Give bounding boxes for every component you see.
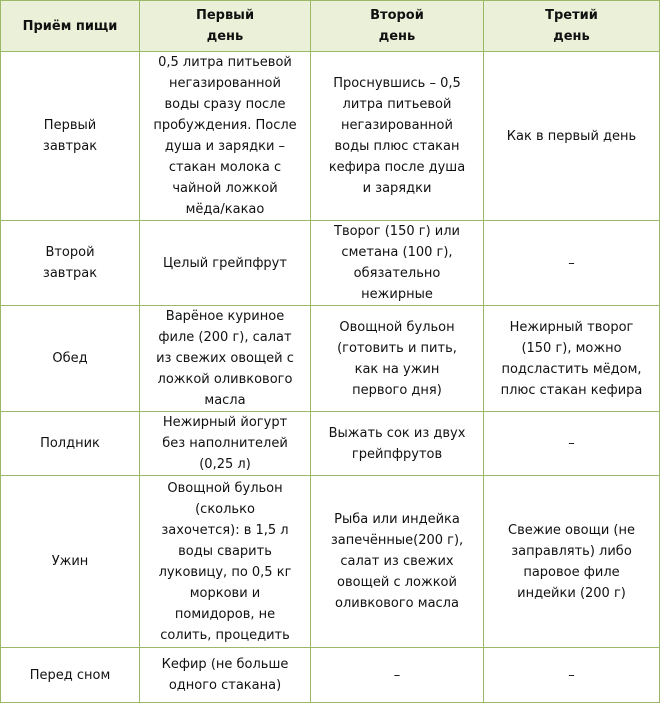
table-header xyxy=(1,1,660,52)
day1-cell: Варёное куриное филе (200 г), салат из свежих овощей с ложкой оливкового масла xyxy=(140,306,311,412)
day3-cell: Как в первый день xyxy=(484,52,660,221)
meal-cell: Второй завтрак xyxy=(1,221,140,306)
day2-cell: Проснувшись – 0,5 литра питьевой негазированной воды плюс стакан кефира после душа и зарядки xyxy=(311,52,484,221)
day1-cell: 0,5 литра питьевой негазированной воды сразу после пробуждения. После душа и зарядки – стакан молока с чайной ложкой мёда/какао xyxy=(140,52,311,221)
table-row xyxy=(1,306,660,412)
day3-cell: – xyxy=(484,221,660,306)
header-day1: Первый день xyxy=(140,1,311,52)
meal-cell: Обед xyxy=(1,306,140,412)
header-day2: Второй день xyxy=(311,1,484,52)
day2-cell: Овощной бульон (готовить и пить, как на ужин первого дня) xyxy=(311,306,484,412)
day1-cell: Кефир (не больше одного стакана) xyxy=(140,648,311,703)
day3-cell: – xyxy=(484,412,660,476)
table-row xyxy=(1,648,660,703)
day1-cell: Овощной бульон (сколько захочется): в 1,5 л воды сварить луковицу, по 0,5 кг моркови и помидоров, не солить, процедить xyxy=(140,476,311,648)
table-row xyxy=(1,52,660,221)
header-row xyxy=(1,1,660,52)
header-day3: Третий день xyxy=(484,1,660,52)
day3-cell: Свежие овощи (не заправлять) либо паровое филе индейки (200 г) xyxy=(484,476,660,648)
day2-cell: – xyxy=(311,648,484,703)
header-meal: Приём пищи xyxy=(1,1,140,52)
table-row xyxy=(1,476,660,648)
meal-cell: Первый завтрак xyxy=(1,52,140,221)
meal-cell: Ужин xyxy=(1,476,140,648)
day2-cell: Рыба или индейка запечённые(200 г), салат из свежих овощей с ложкой оливкового масла xyxy=(311,476,484,648)
day1-cell: Целый грейпфрут xyxy=(140,221,311,306)
day2-cell: Творог (150 г) или сметана (100 г), обязательно нежирные xyxy=(311,221,484,306)
meal-cell: Полдник xyxy=(1,412,140,476)
meal-cell: Перед сном xyxy=(1,648,140,703)
table-body xyxy=(1,52,660,703)
table-row xyxy=(1,412,660,476)
day2-cell: Выжать сок из двух грейпфрутов xyxy=(311,412,484,476)
table-row xyxy=(1,221,660,306)
day3-cell: Нежирный творог (150 г), можно подсластить мёдом, плюс стакан кефира xyxy=(484,306,660,412)
day1-cell: Нежирный йогурт без наполнителей (0,25 л) xyxy=(140,412,311,476)
day3-cell: – xyxy=(484,648,660,703)
